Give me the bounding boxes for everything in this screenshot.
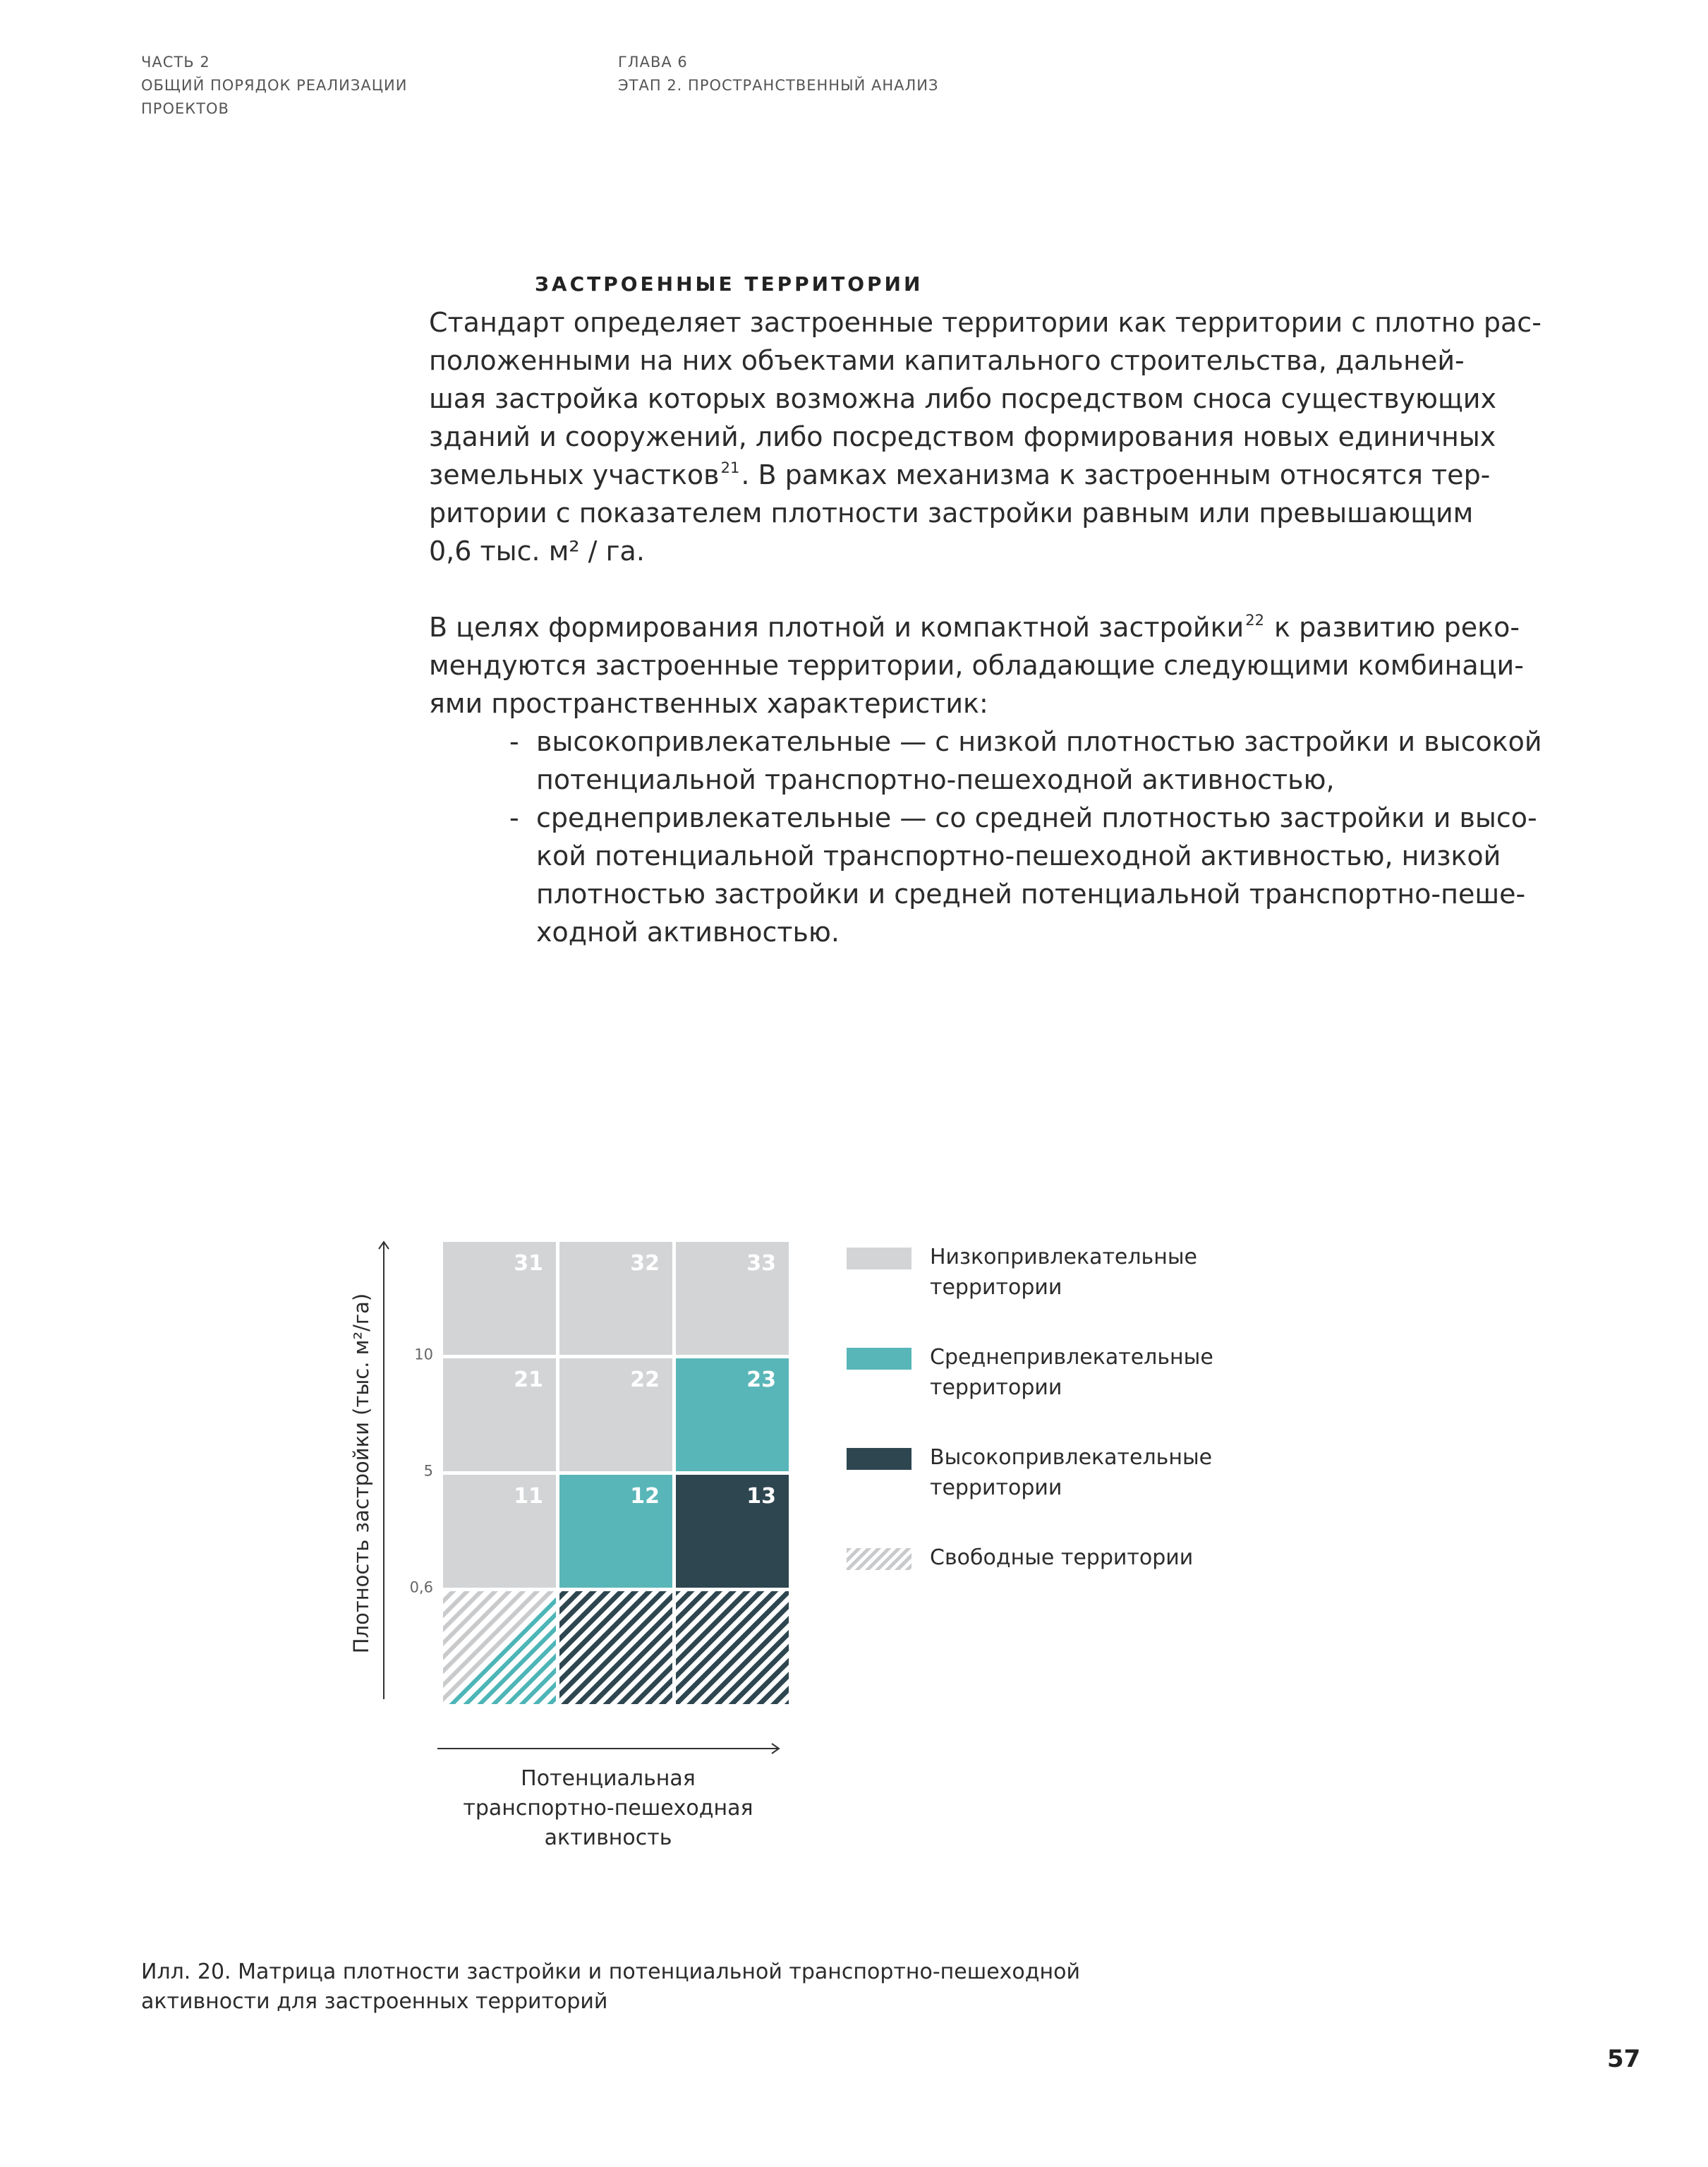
text-fragment: . В рамках механизма к застроенным относятся тер- — [741, 459, 1491, 490]
text-line: мендуются застроенные территории, обладающие следующими комбинаци- — [429, 650, 1524, 681]
matrix-cell-free — [559, 1591, 672, 1704]
matrix-cell-free — [676, 1591, 789, 1704]
x-axis-label-line: активность — [544, 1825, 672, 1850]
y-tick-label: 0,6 — [409, 1579, 433, 1596]
text-line: зданий и сооружений, либо посредством формирования новых единичных — [429, 421, 1496, 452]
legend-label-line: Высокопривлекательные — [930, 1445, 1213, 1470]
section-heading: ЗАСТРОЕННЫЕ ТЕРРИТОРИИ — [535, 272, 923, 296]
legend-swatch-medium — [847, 1348, 911, 1370]
text-fragment: земельных участков — [429, 459, 720, 490]
y-axis-ticks — [410, 1346, 433, 1596]
legend-label-line: территории — [930, 1375, 1062, 1400]
bullet-list — [509, 723, 1542, 951]
text-line: шая застройка которых возможна либо посредством сноса существующих — [429, 383, 1496, 414]
legend-label-low — [930, 1242, 1197, 1303]
text-line — [429, 456, 1542, 494]
bullet-text-line: ходной активностью. — [536, 917, 840, 948]
legend-label-line: территории — [930, 1275, 1062, 1300]
matrix-cell-label: 31 — [514, 1251, 543, 1276]
legend-label-free — [930, 1543, 1193, 1573]
running-header-chapter — [618, 51, 938, 97]
text-line: ями пространственных характеристик: — [429, 688, 988, 719]
bullet-dash: - — [509, 802, 519, 833]
caption-line: Илл. 20. Матрица плотности застройки и потенциальной транспортно-пешеходной — [141, 1960, 1080, 1984]
matrix-cell-label: 22 — [630, 1368, 660, 1392]
legend-swatch-high — [847, 1448, 911, 1470]
x-axis-label-line: Потенциальная — [521, 1766, 696, 1791]
paragraph-definition — [429, 303, 1542, 570]
y-tick-label: 5 — [423, 1462, 433, 1480]
text-fragment: к развитию реко- — [1265, 612, 1520, 643]
header-chapter-line: ГЛАВА 6 — [618, 54, 688, 71]
matrix-cell-label: 23 — [746, 1368, 776, 1392]
legend-label-line: Среднепривлекательные — [930, 1345, 1213, 1370]
x-axis-label-line: транспортно-пешеходная — [463, 1796, 753, 1821]
bullet-text-line: кой потенциальной транспортно-пешеходной активностью, низкой — [536, 840, 1501, 871]
legend-swatch-free — [847, 1548, 911, 1570]
text-line: положенными на них объектами капитального строительства, дальней- — [429, 345, 1465, 376]
header-part-line: ЧАСТЬ 2 — [141, 54, 210, 71]
legend-label-line: Свободные территории — [930, 1545, 1194, 1570]
matrix-cell-label: 12 — [630, 1484, 660, 1509]
bullet-text-line: потенциальной транспортно-пешеходной активностью, — [536, 764, 1335, 795]
text-line: 0,6 тыс. м² / га. — [429, 536, 645, 567]
matrix-cell-label: 13 — [746, 1484, 776, 1509]
caption-line: активности для застроенных территорий — [141, 1989, 608, 2014]
bullet-text: высокопривлекательные — с низкой плотностью застройки и высокой — [536, 726, 1542, 757]
header-part-line: ПРОЕКТОВ — [141, 100, 229, 117]
matrix-cells — [443, 1242, 789, 1704]
matrix-cell-label: 11 — [514, 1484, 543, 1509]
legend-label-medium — [930, 1342, 1213, 1403]
matrix-cell-label: 33 — [746, 1251, 776, 1276]
header-part-line: ОБЩИЙ ПОРЯДОК РЕАЛИЗАЦИИ — [141, 77, 408, 94]
y-tick-label: 10 — [414, 1346, 433, 1363]
bullet-text-line: плотностью застройки и средней потенциальной транспортно-пеше- — [536, 879, 1526, 910]
page-number: 57 — [1607, 2045, 1641, 2073]
density-activity-matrix — [339, 1228, 832, 1863]
text-line: ритории с показателем плотности застройки равным или превышающим — [429, 497, 1474, 529]
legend-label-line: территории — [930, 1475, 1062, 1500]
bullet-text: среднепривлекательные — со средней плотностью застройки и высо- — [536, 802, 1537, 833]
y-axis-label: Плотность застройки (тыс. м²/га) — [349, 1293, 373, 1654]
bullet-item-medium — [509, 799, 1542, 837]
footnote-ref-21[interactable]: 21 — [720, 459, 740, 476]
paragraph-recommendation — [429, 608, 1524, 723]
text-line: Стандарт определяет застроенные территории как территории с плотно рас- — [429, 307, 1542, 338]
header-chapter-line: ЭТАП 2. ПРОСТРАНСТВЕННЫЙ АНАЛИЗ — [618, 77, 939, 94]
text-fragment: В целях формирования плотной и компактной застройки — [429, 612, 1244, 643]
matrix-cell-label: 32 — [630, 1251, 660, 1276]
legend-swatch-low — [847, 1248, 911, 1269]
legend-label-line: Низкопривлекательные — [930, 1245, 1197, 1269]
text-line — [429, 608, 1524, 646]
legend-label-high — [930, 1442, 1212, 1503]
figure-caption — [141, 1957, 1080, 2017]
footnote-ref-22[interactable]: 22 — [1245, 612, 1264, 629]
bullet-item-high — [509, 723, 1542, 761]
bullet-dash: - — [509, 726, 519, 757]
running-header-part — [141, 51, 407, 121]
matrix-cell-label: 21 — [514, 1368, 543, 1392]
